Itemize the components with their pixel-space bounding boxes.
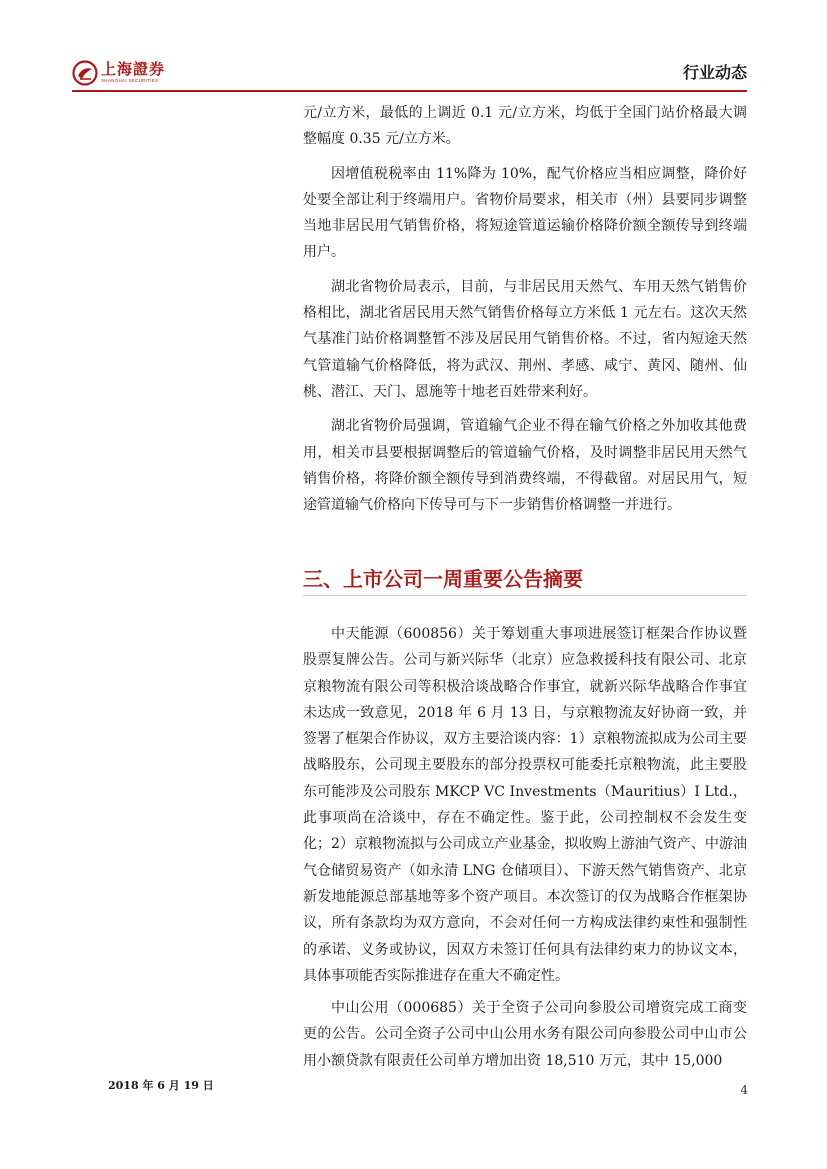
page-number: 4 [740, 1083, 748, 1097]
logo-english-text: SHANGHAI SECURITIES [101, 78, 159, 84]
report-date: 2018 年 6 月 19 日 [108, 1079, 214, 1092]
section-heading: 三、上市公司一周重要公告摘要 [303, 567, 583, 591]
announcement-item: 中山公用（000685）关于全资子公司向参股公司增资完成工商变更的公告。公司全资子公司中山公用水务有限公司向参股公司中山市公用小额贷款有限责任公司单方增加出资 18,510 万元，其中 15,000 [303, 1000, 747, 1069]
report-type-title: 行业动态 [682, 63, 747, 82]
company-logo [72, 60, 165, 86]
paragraph-continuation: 元/立方米，最低的上调近 0.1 元/立方米，均低于全国门站价格最大调整幅度 0.35 元/立方米。 [303, 105, 747, 148]
page-header [0, 0, 827, 100]
body-text-top [303, 100, 747, 518]
logo-chinese-text: 上海證券 [101, 60, 166, 79]
paragraph-residential-price: 湖北省物价局表示，目前，与非居民用天然气、车用天然气销售价格相比，湖北省居民用天然气销售价格每立方米低 1 元左右。这次天然气基准门站价格调整暂不涉及居民用气销售价格。不过，省内短途天然气管道输气价格降低，将为武汉、荆州、孝感、咸宁、黄冈、随州、仙桃、潜江、天门、恩施等十地老百姓带来利好。 [303, 278, 747, 400]
header-divider [72, 90, 747, 92]
announcements-list [303, 621, 747, 1080]
paragraph-vat-adjustment: 因增值税税率由 11%降为 10%，配气价格应当相应调整，降价好处要全部让利于终端用户。省物价局要求，相关市（州）县要同步调整当地非居民用气销售价格，将短途管道运输价格降价额全额传导到终端用户。 [303, 165, 747, 261]
shanghai-securities-logo-icon [72, 60, 98, 86]
section-divider [303, 595, 747, 596]
announcement-item: 中天能源（600856）关于筹划重大事项进展签订框架合作协议暨股票复牌公告。公司与新兴际华（北京）应急救援科技有限公司、北京京粮物流有限公司等积极洽谈战略合作事宜，就新兴际华战略合作事宜未达成一致意见，2018 年 6 月 13 日，与京粮物流友好协商一致，并签署了框架合作协议，双方主要洽谈内容：1）京粮物流拟成为公司主要战略股东，公司现主要股东的部分投票权可能委托京粮物流，此主要股东可能涉及公司股东 MKCP VC Investments（Mauritius）I Ltd.，此事项尚在洽谈中，存在不确定性。鉴于此，公司控制权不会发生变化；2）京粮物流拟与公司成立产业基金，拟收购上游油气资产、中游油气仓储贸易资产（如永清 LNG 仓储项目）、下游天然气销售资产、北京新发地能源总部基地等多个资产项目。本次签订的仅为战略合作框架协议，所有条款均为双方意向，不会对任何一方构成法律约束性和强制性的承诺、义务或协议，因双方未签订任何具有法律约束力的协议文本，具体事项能否实际推进存在重大不确定性。 [303, 626, 747, 984]
paragraph-pipeline-fees: 湖北省物价局强调，管道输气企业不得在输气价格之外加收其他费用，相关市县要根据调整后的管道输气价格，及时调整非居民用天然气销售价格，将降价额全额传导到消费终端，不得截留。对居民用气，短途管道输气价格向下传导可与下一步销售价格调整一并进行。 [303, 418, 747, 514]
